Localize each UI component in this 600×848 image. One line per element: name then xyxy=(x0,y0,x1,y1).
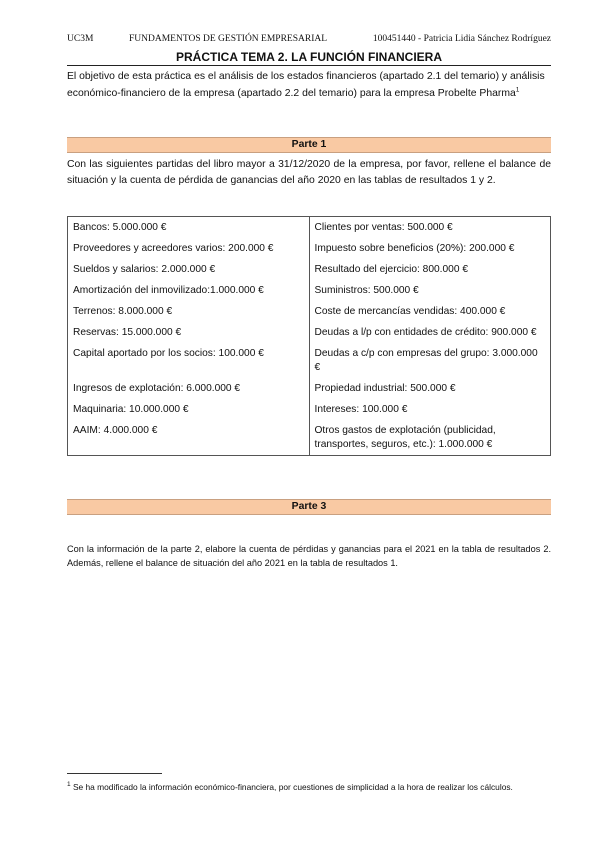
title-underline xyxy=(67,65,551,66)
table-cell: Sueldos y salarios: 2.000.000 € xyxy=(68,259,310,280)
parte1-heading: Parte 1 xyxy=(67,137,551,153)
table-cell: Impuesto sobre beneficios (20%): 200.000 € xyxy=(309,238,551,259)
footnote-ref: 1 xyxy=(515,86,520,94)
footnote-text: Se ha modificado la información económico-financiera, por cuestiones de simplicidad a la hora de realizar los cálculos. xyxy=(72,782,513,792)
table-row xyxy=(68,259,551,280)
table-cell: Capital aportado por los socios: 100.000 € xyxy=(68,343,310,378)
table-row xyxy=(68,420,551,456)
table-cell: Propiedad industrial: 500.000 € xyxy=(309,378,551,399)
table-cell: Proveedores y acreedores varios: 200.000 € xyxy=(68,238,310,259)
table-row xyxy=(68,217,551,239)
footnote-divider xyxy=(67,773,162,774)
table-cell: Resultado del ejercicio: 800.000 € xyxy=(309,259,551,280)
table-row xyxy=(68,399,551,420)
footnote xyxy=(67,780,537,794)
parte3-heading: Parte 3 xyxy=(67,499,551,515)
parte1-text: Con las siguientes partidas del libro mayor a 31/12/2020 de la empresa, por favor, rellene el balance de situación y la cuenta de pérdida de ganancias del año 2020 en las tablas de resultados 1 y 2. xyxy=(67,159,551,186)
table-row xyxy=(68,301,551,322)
table-cell: Intereses: 100.000 € xyxy=(309,399,551,420)
table-cell: Terrenos: 8.000.000 € xyxy=(68,301,310,322)
footnote-number: 1 xyxy=(67,781,71,789)
table-row xyxy=(68,343,551,378)
intro-paragraph xyxy=(67,69,551,102)
parte3-text: Con la información de la parte 2, elabore la cuenta de pérdidas y ganancias para el 2021 en la tabla de resultados 2. Además, rellene el balance de situación del año 2021 en la tabla de resultados 1. xyxy=(67,544,551,568)
table-cell: Amortización del inmovilizado:1.000.000 € xyxy=(68,280,310,301)
table-cell: Deudas a l/p con entidades de crédito: 900.000 € xyxy=(309,322,551,343)
table-row xyxy=(68,378,551,399)
intro-text: El objetivo de esta práctica es el análisis de los estados financieros (apartado 2.1 del temario) y análisis económico-financiero de la empresa (apartado 2.2 del temario) para la empresa Probelte Pharma xyxy=(67,71,545,99)
table-cell: Suministros: 500.000 € xyxy=(309,280,551,301)
table-row xyxy=(68,238,551,259)
table-cell: Clientes por ventas: 500.000 € xyxy=(309,217,551,239)
page-title: PRÁCTICA TEMA 2. LA FUNCIÓN FINANCIERA xyxy=(176,50,442,64)
table-cell: Coste de mercancías vendidas: 400.000 € xyxy=(309,301,551,322)
ledger-table xyxy=(67,216,551,456)
table-cell: Otros gastos de explotación (publicidad, transportes, seguros, etc.): 1.000.000 € xyxy=(309,420,551,456)
table-cell: Maquinaria: 10.000.000 € xyxy=(68,399,310,420)
table-cell: Deudas a c/p con empresas del grupo: 3.000.000 € xyxy=(309,343,551,378)
table-row xyxy=(68,322,551,343)
page-header xyxy=(67,34,551,48)
table-cell: Ingresos de explotación: 6.000.000 € xyxy=(68,378,310,399)
header-center: FUNDAMENTOS DE GESTIÓN EMPRESARIAL xyxy=(129,34,328,44)
header-left: UC3M xyxy=(67,34,94,44)
table-cell: AAIM: 4.000.000 € xyxy=(68,420,310,456)
table-cell: Reservas: 15.000.000 € xyxy=(68,322,310,343)
table-cell: Bancos: 5.000.000 € xyxy=(68,217,310,239)
header-right: 100451440 - Patricia Lidia Sánchez Rodríguez xyxy=(372,34,551,44)
table-row xyxy=(68,280,551,301)
